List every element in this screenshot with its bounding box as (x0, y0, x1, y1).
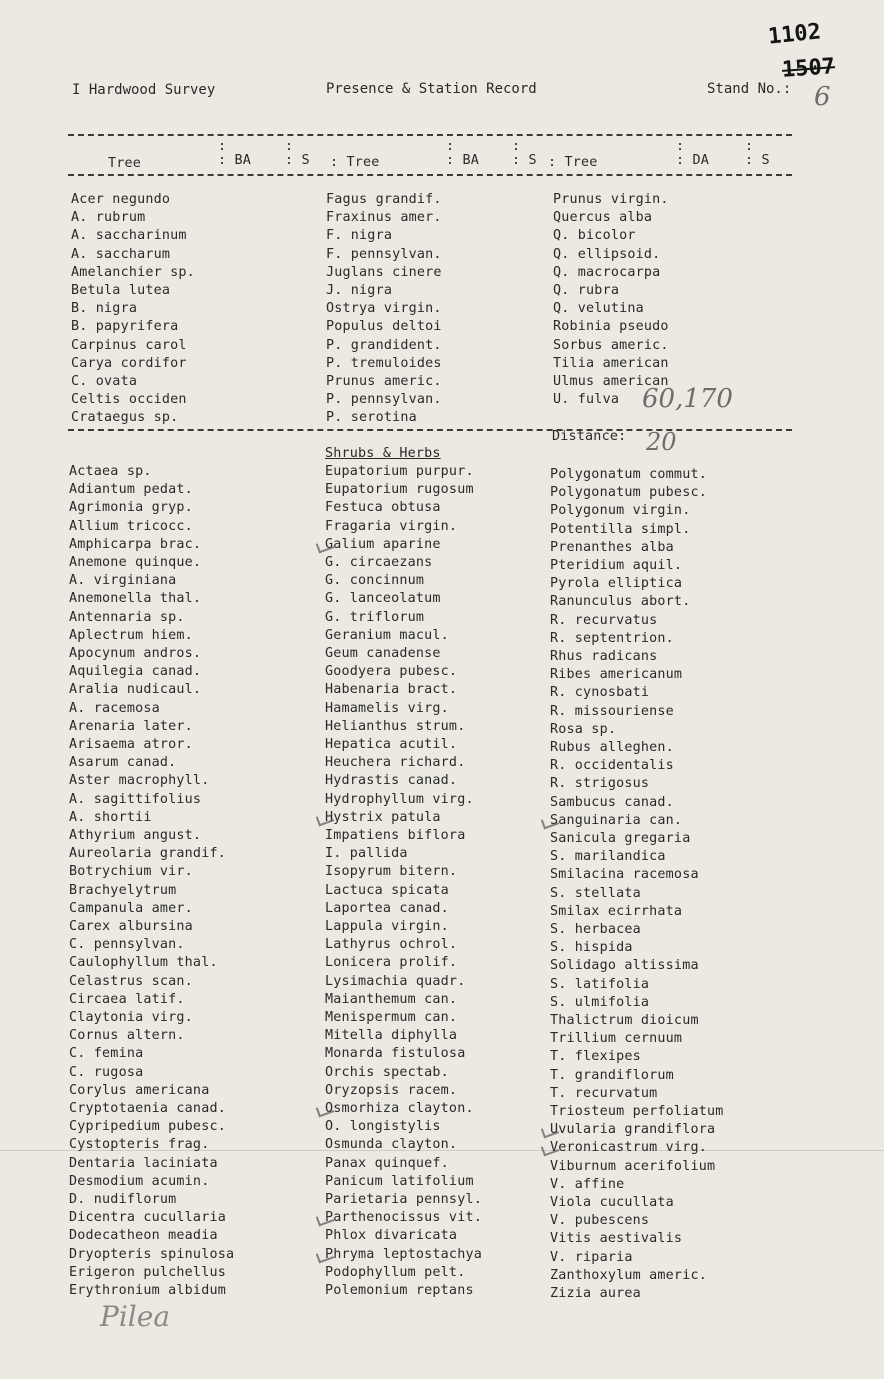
species-entry: Rosa sp. (550, 721, 617, 737)
species-entry: Solidago altissima (550, 958, 699, 974)
dashed-rule-header (68, 174, 792, 176)
species-entry: A. saccharum (71, 246, 171, 262)
species-entry: Anemone quinque. (69, 555, 202, 570)
species-entry: Goodyera pubesc. (325, 664, 458, 680)
species-entry: Amelanchier sp. (71, 264, 195, 280)
species-entry: Arisaema atror. (69, 737, 193, 752)
species-entry: Smilax ecirrhata (550, 903, 683, 919)
species-entry: V. affine (550, 1176, 625, 1192)
species-entry: Lysimachia quadr. (325, 973, 466, 989)
species-entry: A. sagittifolius (69, 791, 202, 807)
species-entry: Anemonella thal. (69, 591, 202, 607)
species-entry: S. marilandica (550, 849, 666, 865)
handwritten-distance-value: 20 (646, 428, 677, 456)
col2-s-header: : S (512, 153, 537, 168)
species-entry: C. pennsylvan. (69, 937, 185, 953)
species-entry: Mitella diphylla (325, 1028, 458, 1044)
species-entry: Q. ellipsoid. (553, 246, 661, 262)
species-entry: Circaea latif. (69, 991, 185, 1007)
species-entry: Amphicarpa brac. (69, 536, 202, 552)
species-entry: Smilacina racemosa (550, 867, 699, 883)
handwritten-fulva-note: 60,170 (642, 384, 733, 414)
species-entry: Helianthus strum. (325, 718, 466, 734)
species-entry: Celastrus scan. (69, 973, 193, 989)
species-entry: Polemonium reptans (325, 1283, 474, 1298)
species-entry: Populus deltoi (326, 319, 442, 335)
species-entry: Cypripedium pubesc. (69, 1119, 226, 1135)
species-entry: Quercus alba (553, 210, 653, 226)
species-entry: Cystopteris frag. (69, 1137, 210, 1153)
species-entry: Caulophyllum thal. (69, 955, 218, 971)
species-entry: P. tremuloides (326, 355, 442, 371)
species-entry: G. lanceolatum (325, 591, 441, 607)
colon-mark: : (745, 139, 754, 154)
species-entry: Habenaria bract. (325, 682, 458, 698)
species-entry: B. papyrifera (71, 319, 179, 335)
species-entry: P. serotina (326, 410, 417, 426)
species-entry: Botrychium vir. (69, 864, 193, 880)
species-entry: Dicentra cucullaria (69, 1210, 226, 1226)
species-entry: R. recurvatus (550, 612, 658, 628)
species-entry: P. pennsylvan. (326, 392, 442, 408)
species-entry: B. nigra (71, 301, 138, 317)
species-entry: Erigeron pulchellus (69, 1264, 226, 1280)
species-entry: Aureolaria grandif. (69, 846, 226, 862)
species-entry: Corylus americana (69, 1082, 210, 1098)
species-entry: Aplectrum hiem. (69, 627, 193, 643)
species-entry: Menispermum can. (325, 1010, 458, 1025)
species-entry: Acer negundo (71, 192, 171, 207)
species-entry: F. pennsylvan. (326, 246, 442, 262)
species-entry: Ranunculus abort. (550, 594, 691, 610)
colon-mark: : (446, 139, 455, 154)
species-entry: Dodecatheon meadia (69, 1228, 218, 1244)
species-entry: S. ulmifolia (550, 994, 650, 1010)
species-entry: Thalictrum dioicum (550, 1013, 699, 1028)
species-entry: G. concinnum (325, 573, 425, 589)
species-entry: Galium aparine (325, 536, 441, 552)
species-entry: Veronicastrum virg. (550, 1140, 707, 1156)
species-entry: Juglans cinere (326, 264, 442, 280)
species-entry: Osmorhiza clayton. (325, 1101, 474, 1116)
col2-tree-header: : Tree (330, 155, 380, 170)
species-entry: Adiantum pedat. (69, 482, 193, 498)
colon-mark: : (218, 139, 227, 154)
species-entry: Tilia american (553, 355, 669, 371)
species-entry: Geum canadense (325, 646, 441, 661)
species-entry: Apocynum andros. (69, 646, 202, 661)
species-entry: Osmunda clayton. (325, 1137, 458, 1153)
col1-s-header: : S (285, 153, 310, 168)
species-entry: Potentilla simpl. (550, 521, 691, 537)
col3-da-header: : DA (676, 153, 710, 168)
species-entry: Fragaria virgin. (325, 518, 458, 534)
species-entry: Agrimonia gryp. (69, 500, 193, 516)
species-entry: Q. rubra (553, 283, 620, 298)
species-entry: Q. bicolor (553, 228, 636, 244)
species-entry: Podophyllum pelt. (325, 1264, 466, 1280)
species-entry: R. septentrion. (550, 630, 674, 646)
dashed-rule-trees-end (68, 429, 792, 431)
species-entry: Sambucus canad. (550, 794, 674, 810)
species-entry: R. strigosus (550, 776, 650, 792)
species-entry: Laportea canad. (325, 900, 449, 916)
stand-number: 6 (814, 82, 831, 112)
col1-ba-header: : BA (218, 153, 252, 168)
species-entry: Lathyrus ochrol. (325, 937, 458, 953)
species-entry: Parietaria pennsyl. (325, 1192, 482, 1207)
species-entry: Fraxinus amer. (326, 210, 442, 226)
species-entry: Asarum canad. (69, 755, 177, 771)
species-entry: Robinia pseudo (553, 319, 669, 335)
species-entry: Ulmus american (553, 374, 669, 389)
species-entry: Hydrastis canad. (325, 773, 458, 789)
species-entry: Vitis aestivalis (550, 1231, 683, 1247)
species-entry: T. flexipes (550, 1049, 641, 1065)
species-entry: Sanicula gregaria (550, 831, 691, 846)
species-entry: Rubus alleghen. (550, 740, 674, 755)
species-entry: Q. velutina (553, 301, 644, 317)
species-entry: J. nigra (326, 283, 393, 298)
species-entry: Dentaria laciniata (69, 1155, 218, 1171)
species-entry: Orchis spectab. (325, 1064, 449, 1080)
species-entry: Zizia aurea (550, 1286, 641, 1301)
species-entry: Crataegus sp. (71, 410, 179, 426)
species-entry: Hystrix patula (325, 809, 441, 825)
species-entry: Erythronium albidum (69, 1283, 226, 1298)
species-entry: Panicum latifolium (325, 1173, 474, 1189)
colon-mark: : (512, 139, 521, 154)
species-entry: G. triflorum (325, 609, 425, 625)
species-entry: Panax quinquef. (325, 1155, 449, 1171)
species-entry: V. riparia (550, 1249, 633, 1265)
species-entry: Allium tricocc. (69, 518, 193, 534)
species-entry: Triosteum perfoliatum (550, 1104, 724, 1119)
species-entry: A. shortii (69, 809, 152, 825)
stamp-number-bottom: 1507 (781, 54, 836, 83)
species-entry: C. femina (69, 1046, 144, 1062)
species-entry: R. occidentalis (550, 758, 674, 774)
handwritten-pilea-note: Pilea (100, 1300, 171, 1333)
species-entry: Festuca obtusa (325, 500, 441, 516)
species-entry: F. nigra (326, 228, 393, 244)
species-entry: S. hispida (550, 940, 633, 956)
species-entry: I. pallida (325, 846, 408, 862)
species-entry: Zanthoxylum americ. (550, 1267, 707, 1283)
species-entry: Prenanthes alba (550, 539, 674, 555)
species-entry: Polygonum virgin. (550, 503, 691, 519)
species-entry: S. latifolia (550, 976, 650, 992)
species-entry: Viburnum acerifolium (550, 1158, 716, 1174)
species-entry: Q. macrocarpa (553, 264, 661, 280)
species-entry: Prunus virgin. (553, 192, 669, 207)
species-entry: Hepatica acutil. (325, 737, 458, 752)
record-title: Presence & Station Record (326, 81, 537, 97)
species-entry: Hamamelis virg. (325, 700, 449, 716)
dashed-rule-top (68, 134, 792, 136)
species-entry: Phlox divaricata (325, 1228, 458, 1244)
species-entry: Betula lutea (71, 283, 171, 298)
species-entry: Cryptotaenia canad. (69, 1101, 226, 1116)
species-entry: Celtis occiden (71, 392, 187, 408)
colon-mark: : (285, 139, 294, 154)
species-entry: Pyrola elliptica (550, 576, 683, 592)
species-entry: Athyrium angust. (69, 828, 202, 843)
species-entry: Cornus altern. (69, 1028, 185, 1044)
species-entry: Brachyelytrum (69, 882, 177, 898)
species-entry: Aralia nudicaul. (69, 682, 202, 698)
species-entry: Eupatorium purpur. (325, 464, 474, 479)
species-entry: Eupatorium rugosum (325, 482, 474, 498)
species-entry: Heuchera richard. (325, 755, 466, 771)
species-entry: Uvularia grandiflora (550, 1122, 716, 1138)
species-entry: S. herbacea (550, 922, 641, 937)
species-entry: Antennaria sp. (69, 609, 185, 625)
colon-mark: : (676, 139, 685, 154)
species-entry: Polygonatum pubesc. (550, 485, 707, 501)
species-entry: Phryma leptostachya (325, 1246, 482, 1262)
species-entry: Ribes americanum (550, 667, 683, 683)
species-entry: Trillium cernuum (550, 1031, 683, 1047)
distance-label: Distance: (552, 429, 627, 444)
col3-tree-header: : Tree (548, 155, 598, 170)
species-entry: Prunus americ. (326, 374, 442, 389)
species-entry: Desmodium acumin. (69, 1173, 210, 1189)
species-entry: Fagus grandif. (326, 192, 442, 207)
species-entry: C. ovata (71, 374, 138, 389)
species-entry: Geranium macul. (325, 627, 449, 643)
species-entry: Viola cucullata (550, 1195, 674, 1210)
species-entry: T. recurvatum (550, 1085, 658, 1101)
species-entry: Aster macrophyll. (69, 773, 210, 789)
species-entry: D. nudiflorum (69, 1192, 177, 1207)
species-entry: Aquilegia canad. (69, 664, 202, 680)
species-entry: Arenaria later. (69, 718, 193, 734)
col1-tree-header: Tree (108, 156, 142, 171)
survey-title: I Hardwood Survey (72, 82, 216, 98)
species-entry: Rhus radicans (550, 649, 658, 664)
species-entry: C. rugosa (69, 1064, 144, 1080)
col2-ba-header: : BA (446, 153, 480, 168)
species-entry: P. grandident. (326, 337, 442, 353)
species-entry: Carpinus carol (71, 337, 187, 353)
species-entry: A. saccharinum (71, 228, 187, 244)
species-entry: Lonicera prolif. (325, 955, 458, 971)
species-entry: A. racemosa (69, 700, 160, 716)
species-entry: R. cynosbati (550, 685, 650, 701)
species-entry: O. longistylis (325, 1119, 441, 1135)
species-entry: Parthenocissus vit. (325, 1210, 482, 1226)
stamp-number-top: 1102 (766, 19, 823, 50)
species-entry: R. missouriense (550, 703, 674, 719)
species-entry: Maianthemum can. (325, 991, 458, 1007)
species-entry: Claytonia virg. (69, 1010, 193, 1025)
species-entry: V. pubescens (550, 1213, 650, 1229)
species-entry: Campanula amer. (69, 900, 193, 916)
species-entry: Sanguinaria can. (550, 812, 683, 828)
species-entry: Isopyrum bitern. (325, 864, 458, 880)
species-entry: Pteridium aquil. (550, 558, 683, 573)
species-entry: Sorbus americ. (553, 337, 669, 353)
species-entry: A. rubrum (71, 210, 146, 226)
species-entry: S. stellata (550, 885, 641, 901)
species-entry: Dryopteris spinulosa (69, 1246, 235, 1262)
species-entry: U. fulva (553, 392, 620, 408)
species-entry: Oryzopsis racem. (325, 1082, 458, 1098)
species-entry: Carya cordifor (71, 355, 187, 371)
col3-s-header: : S (745, 153, 770, 168)
species-entry: Impatiens biflora (325, 828, 466, 843)
species-entry: Lappula virgin. (325, 919, 449, 934)
stand-label: Stand No.: (707, 81, 792, 97)
species-entry: T. grandiflorum (550, 1067, 674, 1083)
species-entry: Monarda fistulosa (325, 1046, 466, 1062)
species-entry: Polygonatum commut. (550, 467, 707, 482)
species-entry: Carex albursina (69, 919, 193, 934)
species-entry: A. virginiana (69, 573, 177, 589)
species-entry: Ostrya virgin. (326, 301, 442, 317)
species-entry: Lactuca spicata (325, 882, 449, 898)
species-entry: Hydrophyllum virg. (325, 791, 474, 807)
shrubs-herbs-heading: Shrubs & Herbs (325, 446, 441, 461)
species-entry: G. circaezans (325, 555, 433, 570)
species-entry: Actaea sp. (69, 464, 152, 479)
